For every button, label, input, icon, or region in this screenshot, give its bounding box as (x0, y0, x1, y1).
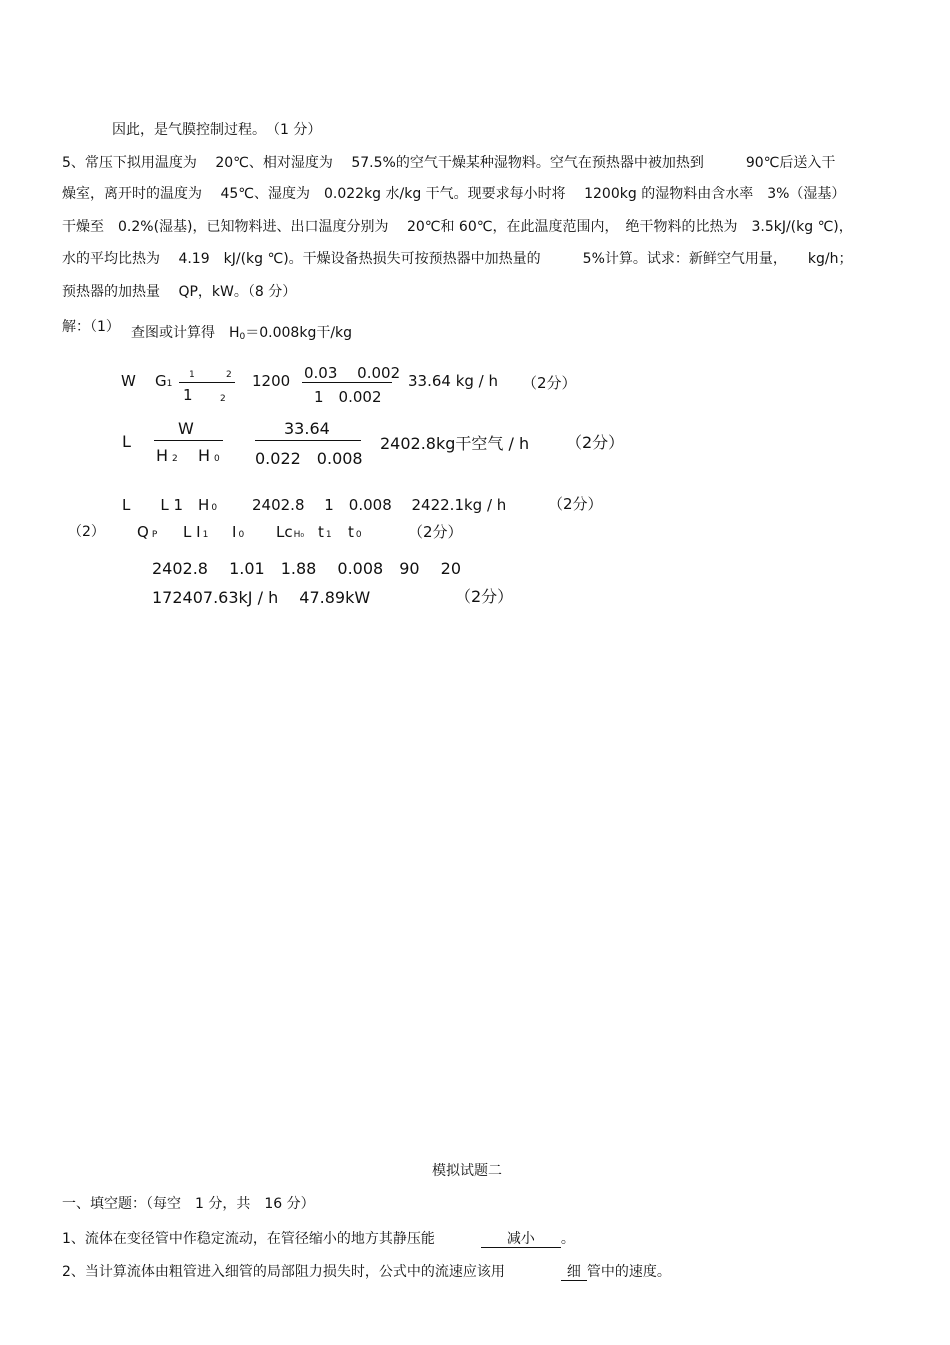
problem-line: 水的平均比热为 4.19 kJ/(kg ℃)。干燥设备热损失可按预热器中加热量的 5%计算。试求：新鲜空气用量， kg/h； (62, 251, 853, 267)
question-2: 2、当计算流体由粗管进入细管的局部阻力损失时，公式中的流速应该用 细 管中的速度。 (62, 1264, 671, 1280)
part1-heading: 一、填空题：（每空 1 分，共 16 分） (62, 1196, 315, 1212)
fraction-bar (302, 382, 392, 383)
fraction-bar (154, 440, 223, 441)
answer-blank: 细 (561, 1264, 587, 1281)
fraction-bar (255, 440, 361, 441)
problem-line: 干燥至 0.2%(湿基)，已知物料进、出口温度分别为 20℃和 60℃，在此温度范围内， 绝干物料的比热为 3.5kJ/(kg ℃)， (62, 219, 853, 235)
question-1: 1、流体在变径管中作稳定流动，在管径缩小的地方其静压能 减小 。 (62, 1231, 575, 1247)
intro-line: 因此，是气膜控制过程。 （1 分） (112, 122, 322, 138)
section-title: 模拟试题二 (432, 1163, 502, 1179)
answer-blank: 减小 (481, 1231, 561, 1248)
problem-line: 5、常压下拟用温度为 20℃、相对湿度为 57.5%的空气干燥某种湿物料。空气在预热器中被加热到 90℃后送入干 (62, 155, 836, 171)
fraction-bar (179, 382, 235, 383)
equation-5: 2402.8 1.01 1.88 0.008 90 20 (152, 559, 462, 578)
solution-label-1: 解：（1） (62, 319, 120, 335)
problem-line: 预热器的加热量 QP，kW。（8 分） (62, 284, 297, 300)
solution-label-2: （2） (68, 524, 105, 540)
problem-line: 燥室，离开时的温度为 45℃、湿度为 0.022kg 水/kg 干气。现要求每小时将 1200kg 的湿物料由含水率 3%（湿基） (62, 186, 846, 202)
chart-lookup: 查图或计算得 H0＝0.008kg干/kg (131, 325, 353, 342)
